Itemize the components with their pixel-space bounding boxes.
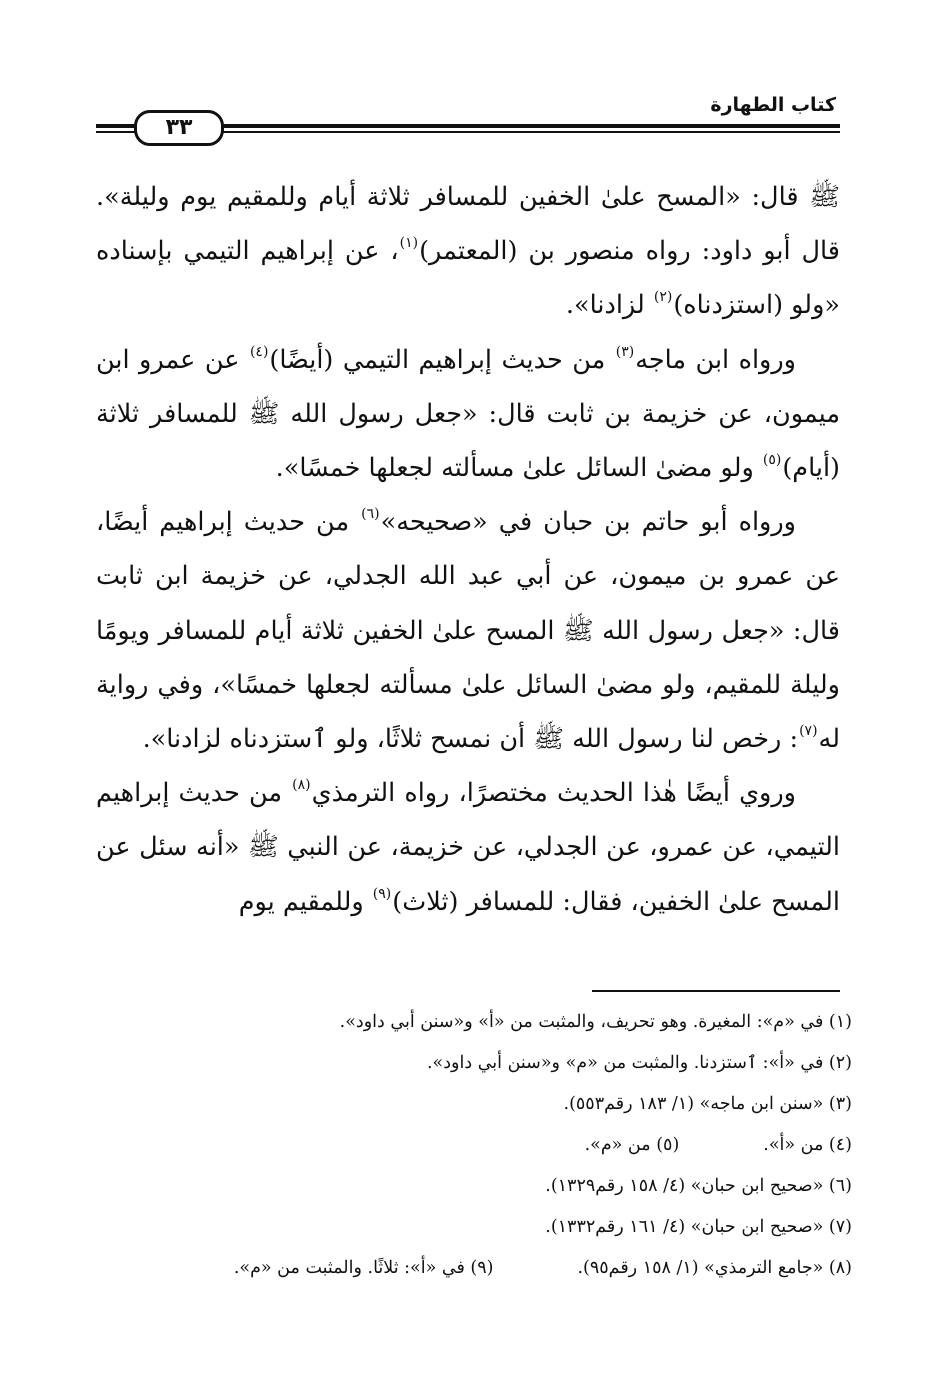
footnote-marker: (٥) [762,452,782,469]
body-paragraph [96,495,840,766]
footnote-marker: (٧) [799,723,818,740]
footnote-separator [592,990,840,992]
footnote-marker: (١) [399,235,419,252]
body-text-segment: ولو مضىٰ السائل علىٰ مسألته لجعلها خمسًا». [275,453,762,484]
footnote-line [96,1125,852,1166]
page-header [96,88,840,148]
footnote-marker: (٦) [361,506,380,523]
body-paragraph [96,333,840,496]
body-text-segment: : رخص لنا رسول الله ﷺ أن نمسح ثلاثًا، ولو ٱستزدناه لزادنا». [142,724,799,755]
body-text-segment: وروي أيضًا هٰذا الحديث مختصرًا، رواه الترمذي [311,778,796,809]
footnote-marker: (٤) [249,343,269,360]
body-text-segment: من حديث إبراهيم التيمي، عن عمرو، عن الجدلي، عن خزيمة، عن النبي ﷺ «أنه سئل عن المسح علىٰ الخفين، فقال: للمسافر (ثلاث) [96,778,840,917]
footnote-text: (١) في «م»: المغيرة. وهو تحريف، والمثبت من «أ» و«سنن أبي داود». [339,1012,852,1032]
footnote-line [96,1166,852,1207]
body-paragraph [96,766,840,929]
footnote-marker: (٣) [615,343,635,360]
footnote-marker: (٢) [653,289,673,306]
footnote-line [96,1207,852,1248]
footnote-text: (٩) في «أ»: ثلاثًا. والمثبت من «م». [233,1258,494,1278]
footnote-line [96,1043,852,1084]
body-text-segment: وللمقيم يوم [238,886,372,917]
footnote-text: (٧) «صحيح ابن حبان» (٤/ ١٦١ رقم١٣٣٢). [545,1217,852,1237]
footnote-text: (٤) من «أ». [763,1135,852,1155]
body-paragraph [96,170,840,333]
body-text-segment: عن عمرو ابن ميمون، عن خزيمة بن ثابت قال: «جعل رسول الله ﷺ للمسافر ثلاثة (أيام) [96,344,840,484]
body-text-segment: لزادنا». [565,290,653,321]
body-text-segment: ، عن إبراهيم التيمي بإسناده «ولو (استزدناه) [96,236,840,321]
body-text-segment: ورواه ابن ماجه [635,344,796,375]
body-text-segment: ورواه أبو حاتم بن حبان في «صحيحه» [380,507,797,538]
body-text-segment: من حديث إبراهيم أيضًا، عن عمرو بن ميمون، عن أبي عبد الله الجدلي، عن خزيمة ابن ثابت قال: «جعل رسول الله ﷺ المسح علىٰ الخفين ثلاثة أيام للمسافر ويومًا وليلة للمقيم، ولو مضىٰ السائل علىٰ مسألته لجعلها خمسًا»، وفي رواية له [96,507,840,755]
running-title: كتاب الطهارة [710,94,836,116]
footnote-line [96,1002,852,1043]
footnote-line [96,1248,852,1289]
footnote-marker: (٩) [372,885,392,902]
footnote-text: (٦) «صحيح ابن حبان» (٤/ ١٥٨ رقم١٣٢٩). [545,1176,852,1196]
footnote-line [96,1084,852,1125]
footnote-text: (٨) «جامع الترمذي» (١/ ١٥٨ رقم٩٥). [577,1258,852,1278]
footnote-marker: (٨) [292,777,311,794]
footnote-text: (٥) من «م». [584,1135,680,1155]
footnotes [96,1002,852,1289]
main-text [96,170,840,929]
footnote-text: (٣) «سنن ابن ماجه» (١/ ١٨٣ رقم٥٥٣). [563,1094,852,1114]
footnote-text: (٢) في «أ»: ٱستزدنا. والمثبت من «م» و«سنن أبي داود». [426,1053,852,1073]
body-text-segment: من حديث إبراهيم التيمي (أيضًا) [269,344,615,375]
page-number: ٣٣ [134,110,224,146]
body-text-segment: ﷺ قال: «المسح علىٰ الخفين للمسافر ثلاثة أيام وللمقيم يوم وليلة». قال أبو داود: رواه منصور بن (المعتمر) [96,182,840,267]
